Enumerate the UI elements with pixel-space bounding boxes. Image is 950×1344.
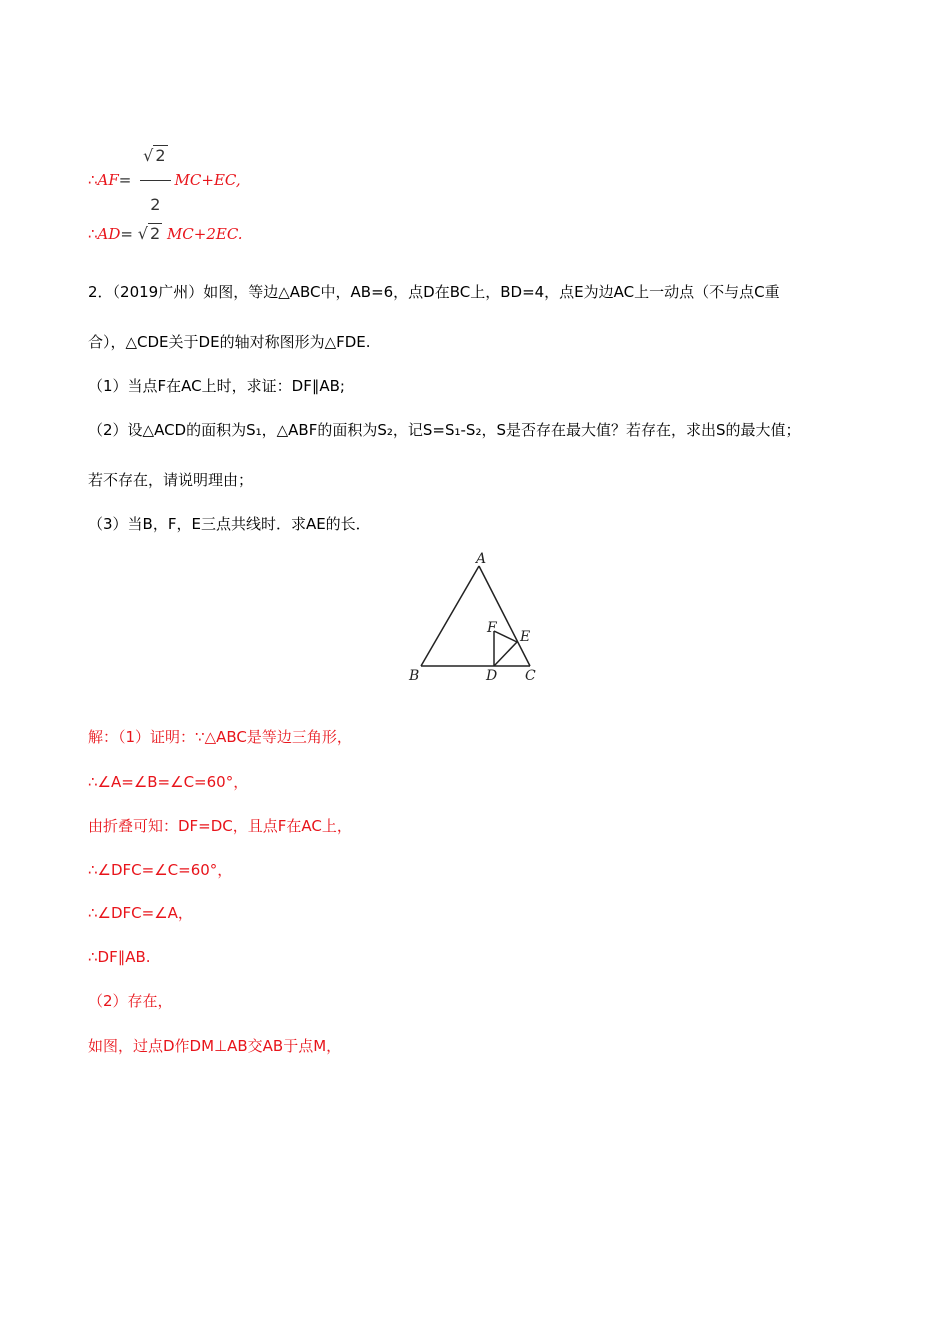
- eq1-rhs: MC+EC,: [174, 171, 241, 189]
- solution-line-5: ∴∠DFC=∠A，: [88, 904, 193, 922]
- label-e: E: [520, 629, 531, 645]
- solution-line-6: ∴DF∥AB.: [88, 948, 151, 966]
- question-3: （3）当B，F，E三点共线时．求AE的长．: [88, 515, 371, 533]
- label-b: B: [409, 668, 420, 684]
- solution-line-3: 由折叠可知：DF=DC，且点F在AC上，: [88, 817, 352, 835]
- question-2b: 若不存在，请说明理由；: [88, 471, 254, 489]
- eq2-lhs: AD: [97, 225, 121, 243]
- solution-line-4: ∴∠DFC=∠C=60°，: [88, 861, 233, 879]
- label-f: F: [487, 620, 497, 636]
- equation-ad: [88, 224, 243, 244]
- solution-line-8: 如图，过点D作DM⊥AB交AB于点M，: [88, 1037, 342, 1055]
- radicand: 2: [149, 224, 161, 243]
- side-ab: [421, 566, 479, 666]
- therefore-symbol: ∴: [88, 225, 98, 243]
- radicand: 2: [155, 146, 166, 165]
- sqrt-symbol: √ 2: [143, 146, 166, 165]
- eq2-equals: =: [120, 225, 133, 243]
- solution-line-7: （2）存在，: [88, 992, 173, 1010]
- solution-line-1: 解：（1）证明：∵△ABC是等边三角形，: [88, 728, 352, 746]
- fraction-denominator: 2: [150, 195, 161, 214]
- eq1-equals: =: [118, 171, 132, 189]
- question-1: （1）当点F在AC上时，求证：DF∥AB;: [88, 377, 345, 395]
- problem-line-2: 合），△CDE关于DE的轴对称图形为△FDE.: [88, 333, 371, 351]
- sqrt-symbol: √ 2: [137, 224, 161, 243]
- eq2-rhs: MC+2EC.: [166, 225, 243, 243]
- label-c: C: [525, 668, 536, 684]
- triangle-figure: [400, 548, 550, 688]
- side-ac: [479, 566, 530, 666]
- therefore-symbol: ∴: [88, 171, 98, 189]
- question-2a: （2）设△ACD的面积为S₁，△ABF的面积为S₂，记S=S₁-S₂，S是否存在最大值？若存在，求出S的最大值；: [88, 421, 801, 439]
- problem-line-1: 2．（2019广州）如图，等边△ABC中，AB=6，点D在BC上，BD=4，点E为边AC上一动点（不与点C重: [88, 283, 780, 301]
- equation-af: [88, 134, 241, 227]
- segment-de: [494, 642, 517, 666]
- label-a: A: [476, 551, 487, 567]
- eq1-lhs: AF: [97, 171, 119, 189]
- fraction: [140, 134, 170, 227]
- label-d: D: [486, 668, 498, 684]
- solution-line-2: ∴∠A=∠B=∠C=60°，: [88, 773, 249, 791]
- fraction-numerator: [140, 134, 170, 181]
